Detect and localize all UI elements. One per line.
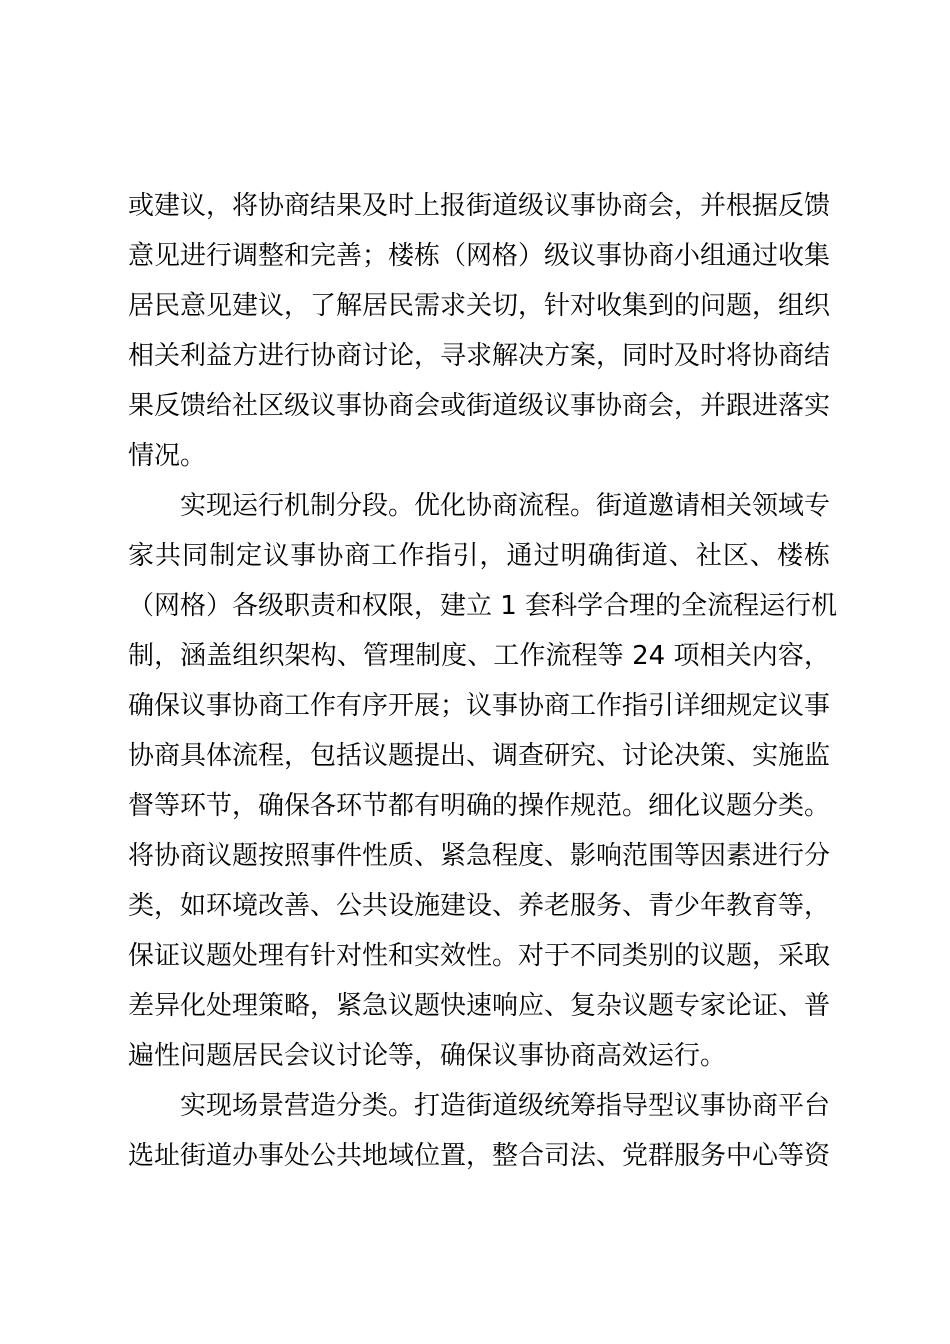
text-line: （网格）各级职责和权限，建立 1 套科学合理的全流程运行机 (128, 591, 838, 621)
text-line: 情况。 (128, 441, 207, 471)
text-line: 家共同制定议事协商工作指引，通过明确街道、社区、楼栋 (128, 541, 830, 571)
text-line: 协商具体流程，包括议题提出、调查研究、讨论决策、实施监 (128, 741, 831, 771)
paragraph-first-line: 实现运行机制分段。优化协商流程。街道邀请相关领域专 (180, 491, 831, 521)
text-line: 遍性问题居民会议讨论等，确保议事协商高效运行。 (128, 1041, 727, 1071)
text-line: 将协商议题按照事件性质、紧急程度、影响范围等因素进行分 (128, 841, 831, 871)
text-line: 果反馈给社区级议事协商会或街道级议事协商会，并跟进落实 (128, 391, 831, 421)
text-line: 选址街道办事处公共地域位置，整合司法、党群服务中心等资 (128, 1141, 831, 1171)
text-line: 差异化处理策略，紧急议题快速响应、复杂议题专家论证、普 (128, 991, 831, 1021)
text-line: 保证议题处理有针对性和实效性。对于不同类别的议题，采取 (128, 941, 831, 971)
paragraph-first-line: 实现场景营造分类。打造街道级统筹指导型议事协商平台 (180, 1091, 831, 1121)
text-line: 制，涵盖组织架构、管理制度、工作流程等 24 项相关内容， (128, 641, 830, 671)
text-line: 意见进行调整和完善；楼栋（网格）级议事协商小组通过收集 (128, 241, 831, 271)
text-line: 督等环节，确保各环节都有明确的操作规范。细化议题分类。 (128, 791, 831, 821)
text-line: 类，如环境改善、公共设施建设、养老服务、青少年教育等， (128, 891, 831, 921)
text-line: 确保议事协商工作有序开展；议事协商工作指引详细规定议事 (128, 691, 831, 721)
text-line: 居民意见建议，了解居民需求关切，针对收集到的问题，组织 (128, 291, 831, 321)
text-line: 相关利益方进行协商讨论，寻求解决方案，同时及时将协商结 (128, 341, 831, 371)
text-line: 或建议，将协商结果及时上报街道级议事协商会，并根据反馈 (128, 191, 831, 221)
